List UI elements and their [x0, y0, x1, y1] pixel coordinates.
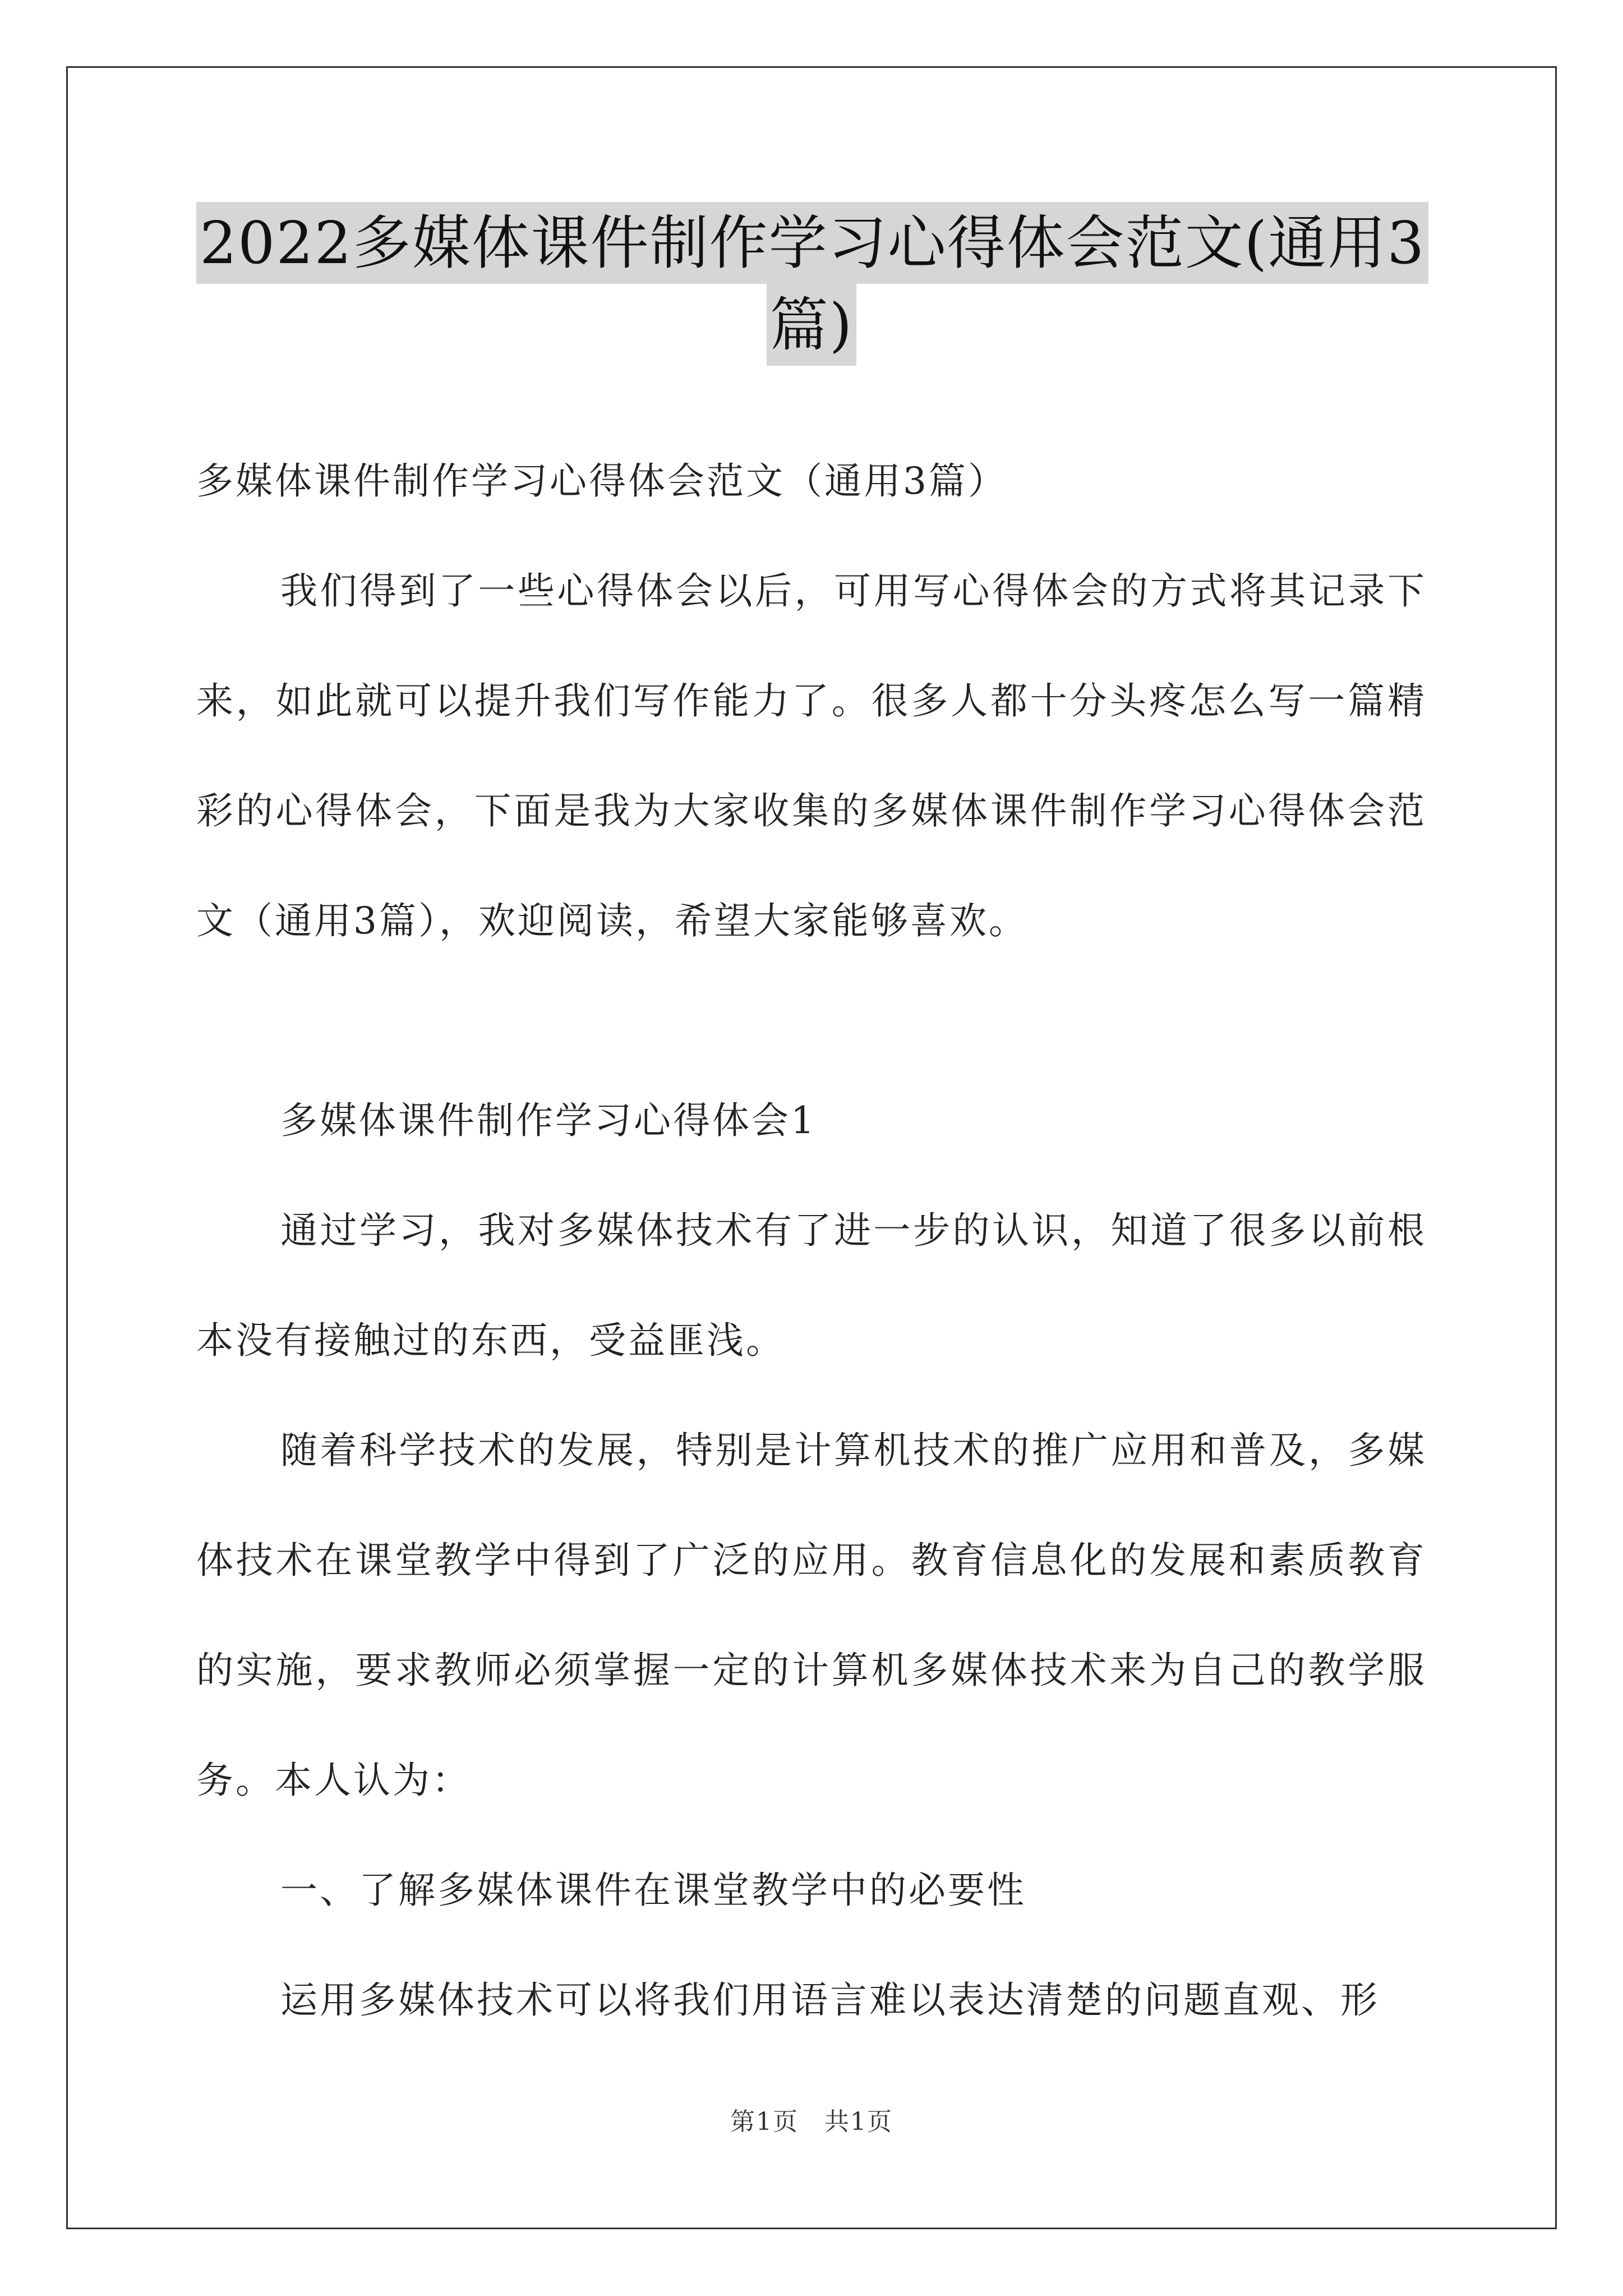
section-heading: 多媒体课件制作学习心得体会1 — [280, 1099, 817, 1142]
subtitle-paragraph: 多媒体课件制作学习心得体会范文（通用3篇） — [196, 459, 1007, 503]
blank-line — [196, 976, 1427, 1066]
body-paragraph: 通过学习，我对多媒体技术有了进一步的认识，知道了很多以前根本没有接触过的东西，受益匪浅。 — [196, 1209, 1427, 1362]
page-footer: 第1页 共1页 — [730, 2108, 893, 2136]
document-title — [196, 202, 1427, 366]
title-line-1: 2022多媒体课件制作学习心得体会范文(通用3 — [196, 202, 1428, 284]
intro-paragraph: 我们得到了一些心得体会以后，可用写心得体会的方式将其记录下来，如此就可以提升我们写作能力了。很多人都十分头疼怎么写一篇精彩的心得体会，下面是我为大家收集的多媒体课件制作学习心得体会范文（通用3篇），欢迎阅读，希望大家能够喜欢。 — [196, 569, 1427, 942]
body-paragraph: 运用多媒体技术可以将我们用语言难以表达清楚的问题直观、形 — [280, 1978, 1380, 2022]
document-body — [196, 426, 1427, 2055]
title-line-2: 篇) — [767, 284, 857, 366]
subsection-heading: 一、了解多媒体课件在课堂教学中的必要性 — [280, 1869, 1026, 1912]
body-paragraph: 随着科学技术的发展，特别是计算机技术的推广应用和普及，多媒体技术在课堂教学中得到了广泛的应用。教育信息化的发展和素质教育的实施，要求教师必须掌握一定的计算机多媒体技术来为自己的教学服务。本人认为： — [196, 1429, 1427, 1802]
